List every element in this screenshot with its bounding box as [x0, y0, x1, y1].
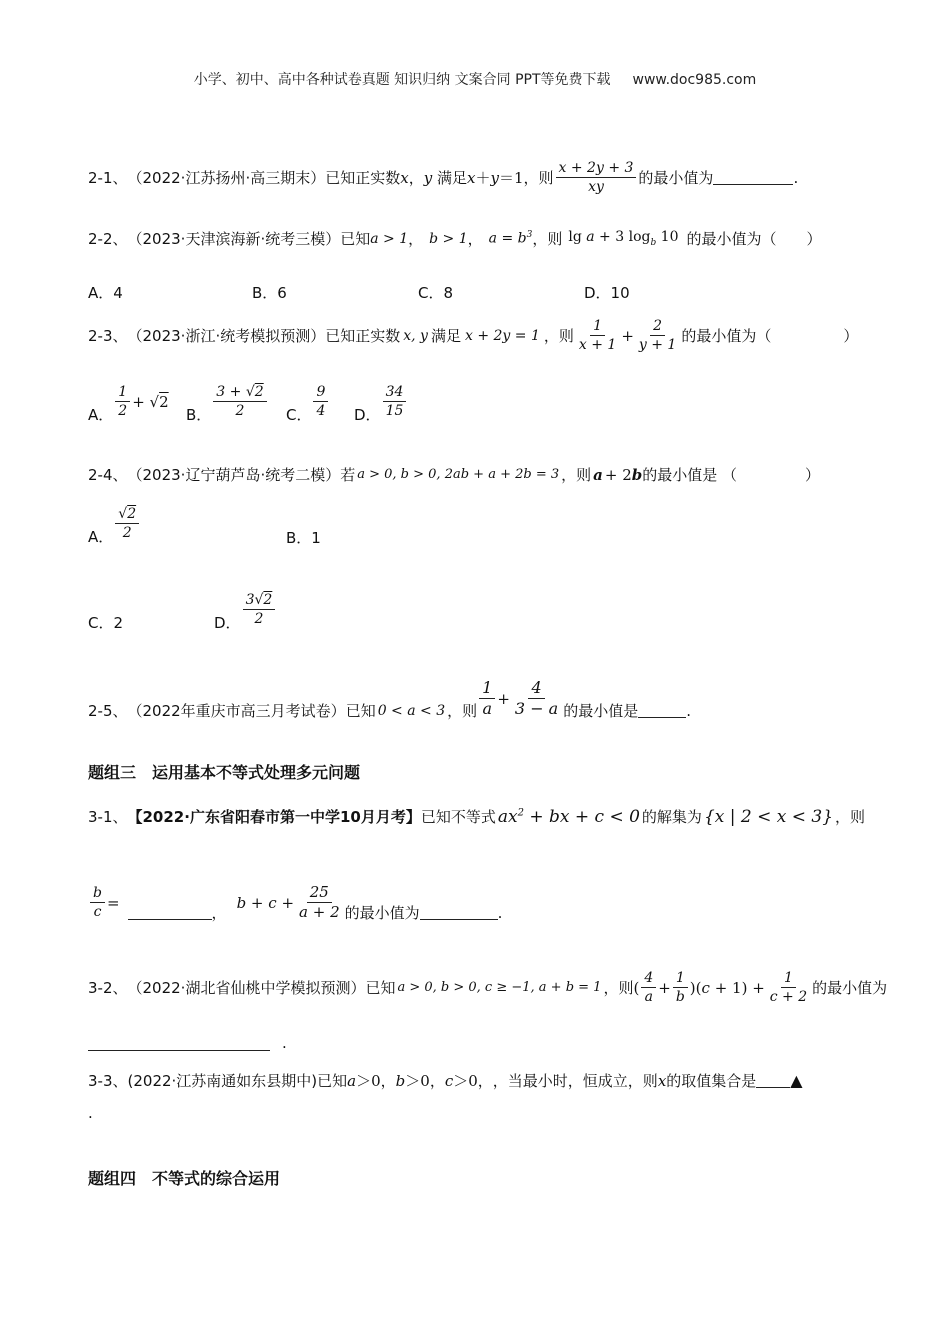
math-condition: x: [467, 168, 476, 187]
math-expression: lg a + 3 $\log_b 10$: [568, 229, 679, 248]
question-text: 已知: [345, 702, 376, 720]
option-b[interactable]: B．6: [252, 284, 287, 302]
math-fraction: $\frac{3√2}{2}$: [243, 592, 276, 627]
question-text: ）: [805, 466, 821, 484]
question-number: 3-3、: [88, 1072, 128, 1090]
answer-blank[interactable]: [638, 703, 686, 718]
math-condition: a: [347, 1071, 357, 1090]
question-2-2: 2-2、 （2023·天津滨海新·统考三模） 已知 a > 1 ， b > 1 ， $a = b^3$ ，则 lg a + 3 $\log_b 10$ 的最小值为（ ）: [88, 229, 822, 248]
question-text: 已知: [365, 979, 396, 998]
option-c[interactable]: [286, 378, 330, 425]
answer-blank[interactable]: [88, 1036, 270, 1051]
math-fraction: $\frac{4}{a}$: [641, 970, 656, 1005]
option-label: C．: [286, 406, 312, 424]
question-text: .: [686, 701, 692, 720]
question-3-1: [88, 806, 865, 827]
option-label: A．: [88, 528, 114, 546]
question-source: （2023·辽宁葫芦岛·统考二模）: [127, 466, 341, 484]
option-label: D．: [214, 614, 241, 632]
question-text: .: [793, 168, 799, 187]
question-text: ，则: [523, 169, 554, 188]
math-expression: b + c +: [236, 893, 295, 912]
option-d[interactable]: [214, 586, 277, 633]
math-fraction: $\frac{34}{15}$: [383, 384, 407, 419]
answer-blank[interactable]: [128, 905, 212, 920]
question-text: 的取值集合是: [666, 1072, 757, 1090]
question-text: .: [497, 903, 503, 922]
question-number: 3-1、: [88, 808, 128, 826]
math-inequality: $ax^2$ + bx + c < 0: [497, 806, 640, 827]
question-text: 的最小值是: [563, 702, 639, 720]
question-source: （2023·天津滨海新·统考三模）: [127, 230, 341, 248]
question-text: 已知: [340, 230, 371, 248]
question-text: 已知不等式: [420, 808, 496, 826]
question-2-5: 2-5、 （2022年重庆市高三月考试卷） 已知 0 < a < 3 ，则 $\frac{1}{a}$ + $\frac{4}{3 - a}$ 的最小值是 .: [88, 677, 692, 720]
section-heading-3: 题组三 运用基本不等式处理多元问题: [88, 763, 361, 782]
math-condition: a > 1: [370, 230, 409, 247]
math-vars: x: [400, 168, 409, 187]
question-number: 2-2、: [88, 230, 128, 248]
math-fraction: $\frac{1}{a}$: [479, 679, 495, 719]
question-source: （2023·浙江·统考模拟预测）: [127, 327, 326, 346]
question-source: （2022年重庆市高三月考试卷）: [127, 702, 346, 720]
math-var: x: [657, 1071, 667, 1090]
question-text: 的最小值为: [638, 169, 714, 188]
question-text: 的最小值为: [812, 979, 888, 998]
question-text: ，则: [835, 808, 866, 826]
question-source: （2022·江苏扬州·高三期末）: [127, 169, 326, 188]
question-text: ，: [477, 1072, 493, 1090]
math-condition: a > 0, b > 0, 2ab + a + 2b = 3: [357, 467, 560, 482]
math-fraction: $\frac{9}{4}$: [313, 384, 328, 419]
option-label: A．: [88, 406, 114, 424]
page-header: [0, 69, 950, 89]
question-text: ，则: [543, 327, 574, 346]
math-fraction: $\frac{1}{c + 2}$: [769, 970, 808, 1006]
answer-blank[interactable]: [713, 170, 793, 185]
question-text: 已知正实数: [325, 327, 401, 346]
question-2-1: 2-1、 （2022·江苏扬州·高三期末） 已知正实数 x ， y 满足 x ＋ y ＝1 ，则 $\frac{x + 2y + 3}{xy}$ 的最小值为 .: [88, 160, 799, 196]
question-text: 已知正实数: [325, 169, 401, 188]
question-source: 【2022·广东省阳春市第一中学10月月考】: [127, 808, 421, 826]
answer-blank[interactable]: [420, 905, 498, 920]
math-condition: b > 1: [429, 230, 468, 247]
math-fraction: $\frac{1}{2}$: [115, 384, 130, 419]
question-number: 2-4、: [88, 466, 128, 484]
question-text: 满足: [436, 169, 467, 188]
math-fraction: $\frac{1}{b}$: [673, 970, 688, 1005]
question-number: 3-2、: [88, 979, 128, 998]
option-label: D．: [354, 406, 381, 424]
math-fraction: $\frac{25}{a + 2}$: [299, 882, 340, 921]
math-fraction: $\frac{x + 2y + 3}{xy}$: [556, 160, 637, 195]
math-condition: a > 0, b > 0, c ≥ −1, a + b = 1: [397, 980, 602, 996]
question-3-3-dot: .: [88, 1104, 93, 1122]
math-fraction: $\frac{b}{c}$: [90, 885, 105, 920]
question-3-3: 3-3、 (2022·江苏南通如东县期中) 已知 a ＞0， b ＞0， c ＞0 ， ，当最小时，恒成立，则 x 的取值集合是 ▲: [88, 1071, 803, 1090]
question-text: ，则: [447, 702, 478, 720]
question-3-2-cont: [88, 1034, 287, 1052]
math-fraction: $\frac{4}{3 - a}$: [514, 677, 559, 718]
math-condition: x + 2y = 1: [464, 327, 540, 344]
option-a[interactable]: A． $\frac{1}{2}$ + √2: [88, 383, 169, 424]
math-fraction: $\frac{3 + √2}{2}$: [213, 384, 266, 419]
math-var: y: [423, 168, 433, 187]
question-number: 2-5、: [88, 702, 128, 720]
option-b[interactable]: B．1: [286, 529, 321, 547]
question-2-3: 2-3、 （2023·浙江·统考模拟预测） 已知正实数 x, y 满足 x + 2y = 1 ，则 $\frac{1}{x + 1}$ + $\frac{2}{y + 1}$ 的最小值为（ ）: [88, 318, 859, 354]
question-text: 的最小值是 （: [642, 466, 738, 484]
question-number: 2-3、: [88, 327, 128, 346]
option-a[interactable]: [88, 500, 141, 547]
question-source: （2022·湖北省仙桃中学模拟预测）: [127, 979, 366, 998]
question-text: ，则: [561, 466, 592, 484]
question-text: 满足: [430, 327, 461, 346]
math-condition: 0 < a < 3: [377, 702, 446, 719]
math-fraction: $\frac{2}{y + 1}$: [638, 318, 677, 354]
question-number: 2-1、: [88, 169, 128, 188]
question-text: ，: [211, 904, 227, 922]
question-text: 的最小值为: [344, 904, 420, 922]
question-text: ）: [843, 327, 859, 346]
question-text: 的最小值为（: [681, 327, 772, 346]
question-source: (2022·江苏南通如东县期中): [127, 1072, 318, 1090]
question-text: .: [282, 1034, 287, 1052]
option-d[interactable]: [354, 378, 408, 425]
section-heading-4: 题组四 不等式的综合运用: [88, 1169, 281, 1188]
math-fraction: $\frac{1}{x + 1}$: [578, 318, 617, 354]
question-3-2: 3-2、 （2022·湖北省仙桃中学模拟预测） 已知 a > 0, b > 0, c ≥ −1, a + b = 1 ，则 ( $\frac{4}{a}$ + $\frac{1}{b}$ )(c + 1) + $\frac{1}{c + 2}$ 的最小值为: [88, 970, 888, 1006]
header-site: www.doc985.com: [632, 72, 757, 88]
header-text: 小学、初中、高中各种试卷真题 知识归纳 文案合同 PPT等免费下载: [193, 72, 611, 88]
triangle-icon: ▲: [790, 1071, 803, 1090]
question-text: 若: [340, 466, 356, 484]
question-text: ，则: [532, 230, 563, 248]
question-text: 已知: [317, 1072, 348, 1090]
question-text: 的解集为: [641, 808, 702, 826]
question-text: ，当最小时，恒成立，则: [492, 1072, 658, 1090]
question-text: ，则: [603, 979, 634, 998]
option-c[interactable]: C．2: [88, 614, 124, 632]
option-c[interactable]: C．8: [418, 284, 454, 302]
answer-blank[interactable]: [756, 1073, 790, 1088]
math-vars: x, y: [403, 327, 428, 344]
math-fraction: $\frac{√2}{2}$: [115, 506, 139, 541]
option-label: B．: [186, 406, 212, 424]
question-text: 的最小值为（ ）: [686, 230, 822, 248]
math-set: {x | 2 < x < 3}: [703, 806, 834, 827]
option-d[interactable]: D．10: [584, 284, 630, 302]
option-b[interactable]: [186, 378, 269, 425]
math-expression: a: [593, 465, 603, 484]
question-2-4: 2-4、 （2023·辽宁葫芦岛·统考二模） 若 a > 0, b > 0, 2ab + a + 2b = 3 ，则 a + 2 b 的最小值是 （ ）: [88, 465, 821, 484]
option-a[interactable]: A．4: [88, 284, 123, 302]
question-3-1-cont: $\frac{b}{c}$ = ， b + c + $\frac{25}{a + 2}$ 的最小值为 .: [88, 882, 502, 923]
math-condition: $a = b^3$: [488, 230, 533, 247]
